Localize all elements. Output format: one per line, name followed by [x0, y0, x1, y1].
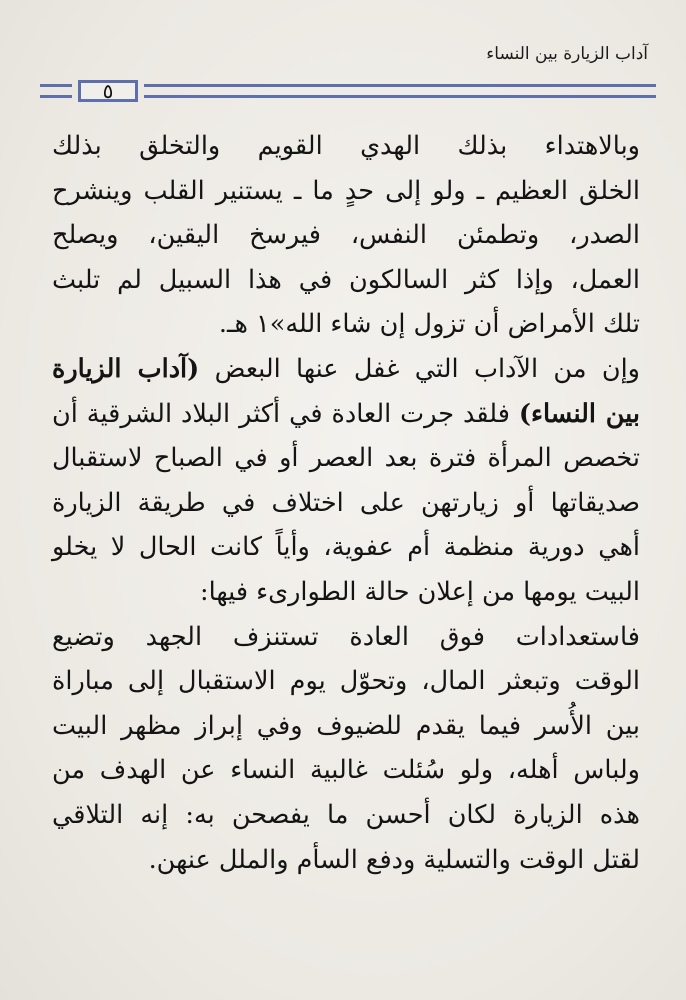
text-segment: الوقت وتبعثر المال، وتحوّل يوم الاستقبال إلى مباراة [52, 666, 640, 697]
header-rule [40, 80, 656, 102]
text-segment: وإن من الآداب التي غفل عنها البعض [199, 353, 640, 384]
text-line [52, 793, 640, 838]
text-segment: العمل، وإذا كثر السالكون في هذا السبيل لم تلبث [52, 264, 640, 295]
text-line [52, 659, 640, 704]
text-line [52, 213, 640, 258]
text-segment: تخصص المرأة فترة بعد العصر أو في الصباح لاستقبال [52, 443, 640, 474]
text-segment: صديقاتها أو زيارتهن على اختلاف في طريقة الزيارة [52, 487, 640, 518]
header-rule-left-lines [40, 84, 72, 98]
running-title: آداب الزيارة بين النساء [486, 44, 648, 64]
text-line [52, 704, 640, 749]
bold-term: (آداب الزيارة [52, 353, 200, 384]
text-line [52, 525, 640, 570]
text-line [52, 748, 640, 793]
bold-term: بين النساء) [518, 398, 640, 429]
text-line [52, 436, 640, 481]
text-line [52, 347, 640, 392]
text-line [52, 302, 640, 347]
text-line [52, 481, 640, 526]
text-segment: الخلق العظيم ـ ولو إلى حدٍ ما ـ يستنير القلب وينشرح [52, 175, 640, 206]
text-segment: أهي دورية منظمة أم عفوية، وأياً كانت الحال لا يخلو [52, 532, 640, 563]
text-segment: البيت يومها من إعلان حالة الطوارىء فيها: [200, 576, 640, 607]
text-line [52, 838, 640, 883]
text-line [52, 570, 640, 615]
text-line [52, 392, 640, 437]
text-segment: وبالاهتداء بذلك الهدي القويم والتخلق بذلك [52, 131, 640, 161]
text-segment: فاستعدادات فوق العادة تستنزف الجهد وتضيع [52, 621, 640, 652]
page-number: ٥ [78, 80, 138, 102]
text-segment: بين الأُسر فيما يقدم للضيوف وفي إبراز مظهر البيت [52, 710, 640, 741]
text-line [52, 124, 640, 169]
text-segment: هذه الزيارة لكان أحسن ما يفصحن به: إنه التلاقي [52, 799, 640, 830]
text-segment: لقتل الوقت والتسلية ودفع السأم والملل عنهن. [148, 844, 640, 875]
text-segment: فلقد جرت العادة في أكثر البلاد الشرقية أن [52, 398, 519, 429]
text-line [52, 615, 640, 660]
header-rule-right-lines [144, 84, 656, 98]
text-line [52, 258, 640, 303]
text-segment: ولباس أهله، ولو سُئلت غالبية النساء عن الهدف من [52, 755, 640, 786]
body-text [52, 124, 640, 882]
text-segment: تلك الأمراض أن تزول إن شاء الله»١ هـ. [218, 309, 640, 340]
text-line [52, 169, 640, 214]
text-segment: الصدر، وتطمئن النفس، فيرسخ اليقين، ويصلح [52, 220, 640, 251]
